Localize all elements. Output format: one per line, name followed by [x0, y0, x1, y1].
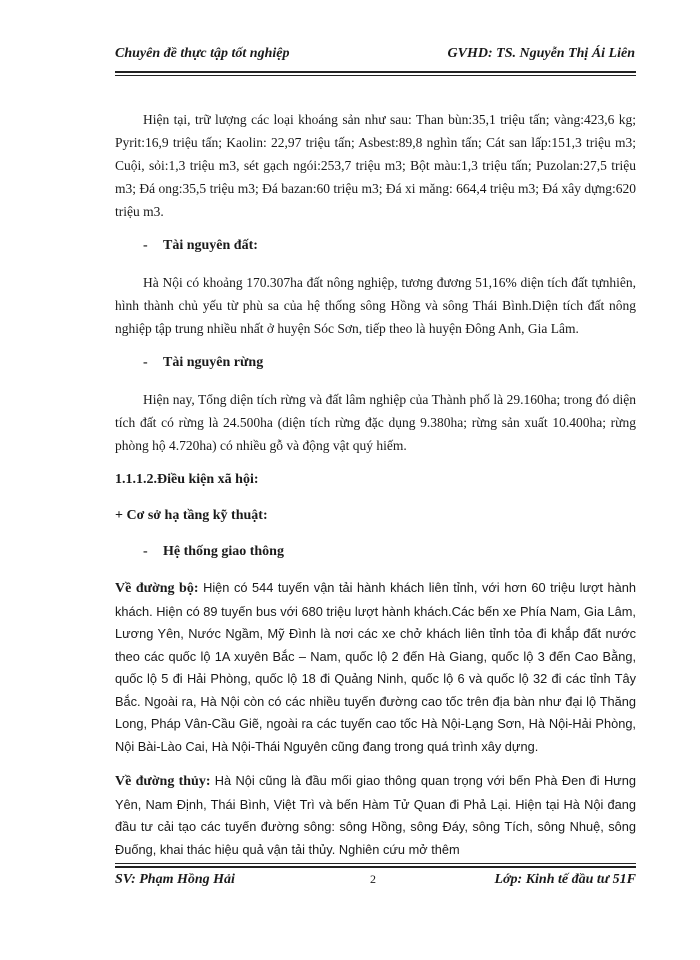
- page-header: [115, 46, 635, 68]
- road-text: Hiện có 544 tuyến vận tải hành khách liên tỉnh, với hơn 60 triệu lượt hành khách. Hiện có 89 tuyến bus với 680 triệu lượt hành khách.Các bến xe Phía Nam, Gia Lâm, Lương Yên, Nước Ngầm, Mỹ Đình là nơi các xe chở khách liên tỉnh tỏa đi khắp đất nước theo các quốc lộ 1A xuyên Bắc – Nam, quốc lộ 2 đến Hà Giang, quốc lộ 3 đến Cao Bằng, quốc lộ 5 đi Hải Phòng, quốc lộ 18 đi Quảng Ninh, quốc lộ 6 và quốc lộ 32 đi các tỉnh Tây Bắc. Ngoài ra, Hà Nội còn có các nhiều tuyến đường cao tốc trên địa bàn như đại lộ Thăng Long, Pháp Vân-Cầu Giẽ, ngoài ra các tuyến cao tốc Hà Nội-Lạng Sơn, Hà Nội-Hải Phòng, Nội Bài-Lào Cai, Hà Nội-Thái Nguyên cũng đang trong quá trình xây dựng.: [115, 580, 637, 754]
- road-paragraph: [115, 577, 636, 758]
- footer-student: SV: Phạm Hồng Hải: [115, 872, 235, 887]
- land-paragraph: Hà Nội có khoảng 170.307ha đất nông nghiệp, tương đương 51,16% diện tích đất tựnhiên, hình thành chủ yếu từ phù sa của hệ thống sông Hồng và sông Thái Bình.Diện tích đất nông nghiệp tập trung nhiều nhất ở huyện Sóc Sơn, tiếp theo là huyện Đông Anh, Gia Lâm.: [115, 275, 636, 336]
- forest-paragraph: Hiện nay, Tổng diện tích rừng và đất lâm nghiệp của Thành phố là 29.160ha; trong đó diện tích đất có rừng là 24.500ha (diện tích rừng đặc dụng 9.380ha; rừng sản xuất 10.400ha; rừng phòng hộ 4.720ha) có nhiều gỗ và động vật quý hiếm.: [115, 392, 636, 453]
- bullet-dash: -: [143, 238, 148, 253]
- header-advisor: GVHD: TS. Nguyễn Thị Ái Liên: [447, 46, 635, 61]
- minerals-paragraph: Hiện tại, trữ lượng các loại khoáng sản như sau: Than bùn:35,1 triệu tấn; vàng:423,6 kg; Pyrit:16,9 triệu tấn; Kaolin: 22,97 triệu tấn; Asbest:89,8 nghìn tấn; Cát san lấp:151,3 triệu m3; Cuội, sỏi:1,3 triệu m3, sét gạch ngói:253,7 triệu m3; Bột màu:1,3 triệu tấn; Puzolan:27,5 triệu m3; Đá ong:35,5 triệu m3; Đá bazan:60 triệu m3; Đá xi măng: 664,4 triệu m3; Đá xây dựng:620 triệu m3.: [115, 112, 636, 219]
- page-number: 2: [370, 872, 376, 886]
- forest-heading: [143, 352, 636, 374]
- page-footer: [115, 872, 636, 894]
- page-body: [115, 108, 636, 873]
- section-infrastructure-heading: + Cơ sở hạ tầng kỹ thuật:: [115, 508, 268, 523]
- footer-class: Lớp: Kinh tế đầu tư 51F: [494, 872, 636, 887]
- land-heading-text: Tài nguyên đất:: [163, 238, 258, 253]
- water-label: Về đường thủy:: [115, 774, 211, 789]
- footer-rule-thin: [115, 863, 636, 864]
- footer-rule-thick: [115, 866, 636, 868]
- bullet-dash: -: [143, 355, 148, 370]
- road-label: Về đường bộ:: [115, 581, 199, 596]
- water-text: Hà Nội cũng là đầu mối giao thông quan trọng với bến Phà Đen đi Hưng Yên, Nam Định, Thái Bình, Việt Trì và bến Hàm Tử Quan đi Phả Lại. Hiện tại Hà Nội đang đầu tư cải tạo các tuyến đường sông: sông Hồng, sông Đáy, sông Tích, sông Nhuệ, sông Đuống, khai thác hiệu quả vận tải thủy. Nghiên cứu mở thêm: [115, 773, 636, 857]
- bullet-dash: -: [143, 544, 148, 559]
- header-rule-thick: [115, 71, 636, 73]
- forest-heading-text: Tài nguyên rừng: [163, 355, 264, 370]
- water-paragraph: [115, 770, 636, 861]
- land-heading: [143, 235, 636, 257]
- transport-heading-text: Hệ thống giao thông: [163, 544, 284, 559]
- header-title: Chuyên đề thực tập tốt nghiệp: [115, 46, 290, 61]
- section-social-heading: 1.1.1.2.Điều kiện xã hội:: [115, 472, 259, 487]
- transport-heading: [143, 541, 636, 563]
- header-rule-thin: [115, 75, 636, 76]
